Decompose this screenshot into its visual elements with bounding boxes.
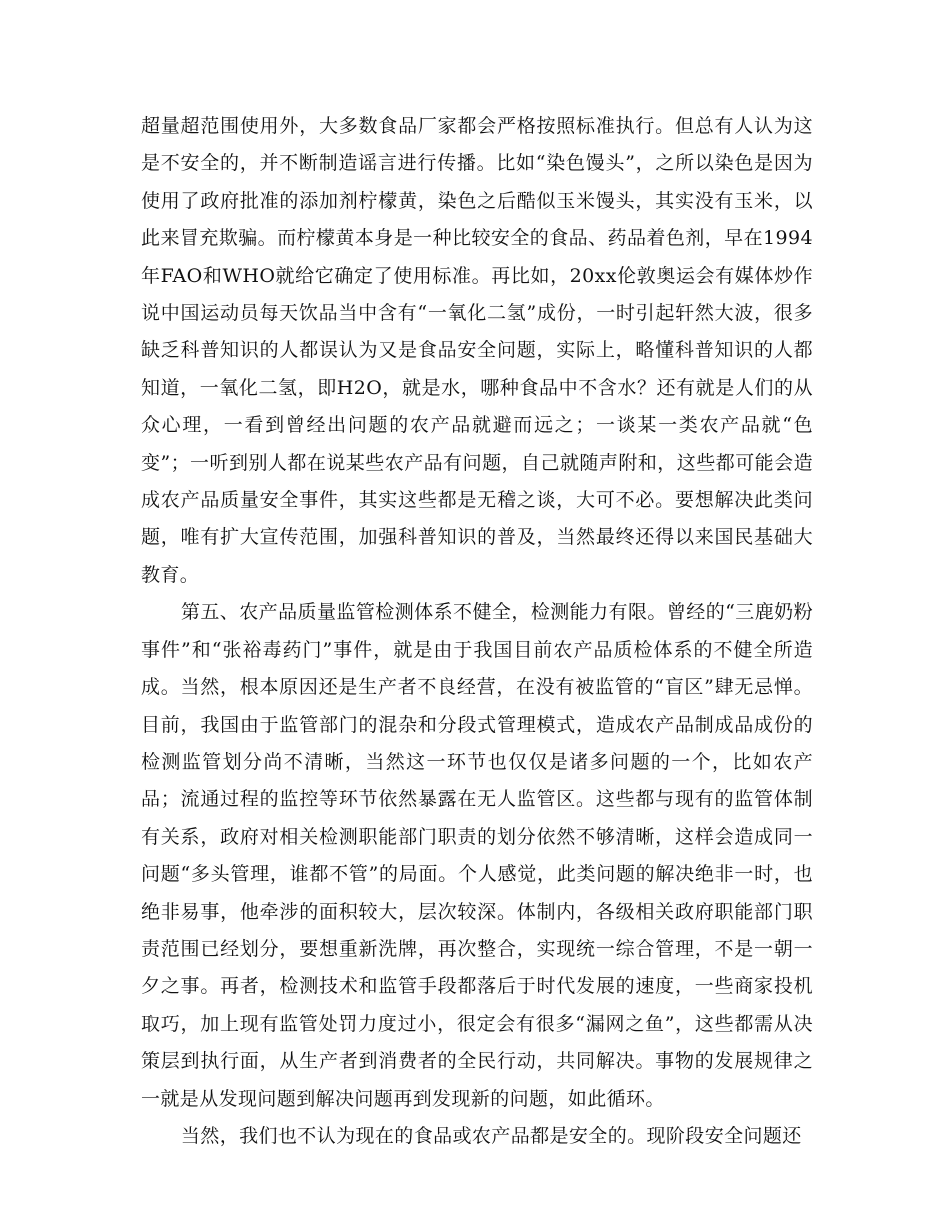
paragraph-additive-rumors: 超量超范围使用外，大多数食品厂家都会严格按照标准执行。但总有人认为这是不安全的，并不断制造谣言进行传播。比如“染色馒头”，之所以染色是因为使用了政府批准的添加剂柠檬黄，染色之后酷似玉米馒头，其实没有玉米，以此来冒充欺骗。而柠檬黄本身是一种比较安全的食品、药品着色剂，早在1994年FAO和WHO就给它确定了使用标准。再比如，20xx伦敦奥运会有媒体炒作说中国运动员每天饮品当中含有“一氧化二氢”成份，一时引起轩然大波，很多缺乏科普知识的人都误认为又是食品安全问题，实际上，略懂科普知识的人都知道，一氧化二氢，即H2O，就是水，哪种食品中不含水？还有就是人们的从众心理，一看到曾经出问题的农产品就避而远之；一谈某一类农产品就“色变”；一听到别人都在说某些农产品有问题，自己就随声附和，这些都可能会造成农产品质量安全事件，其实这些都是无稽之谈，大可不必。要想解决此类问题，唯有扩大宣传范围，加强科普知识的普及，当然最终还得以来国民基础大教育。 [141, 115, 813, 586]
paragraph-safety-issues: 当然，我们也不认为现在的食品或农产品都是安全的。现阶段安全问题还 [180, 1124, 802, 1147]
paragraph-inspection-system: 第五、农产品质量监管检测体系不健全，检测能力有限。曾经的“三鹿奶粉事件”和“张裕毒药门”事件，就是由于我国目前农产品质检体系的不健全所造成。当然，根本原因还是生产者不良经营，在没有被监管的“盲区”肆无忌惮。目前，我国由于监管部门的混杂和分段式管理模式，造成农产品制成品成份的检测监管划分尚不清晰，当然这一环节也仅仅是诸多问题的一个，比如农产品；流通过程的监控等环节依然暴露在无人监管区。这些都与现有的监管体制有关系，政府对相关检测职能部门职责的划分依然不够清晰，这样会造成同一问题“多头管理，谁都不管”的局面。个人感觉，此类问题的解决绝非一时，也绝非易事，他牵涉的面积较大，层次较深。体制内，各级相关政府职能部门职责范围已经划分，要想重新洗牌，再次整合，实现统一综合管理，不是一朝一夕之事。再者，检测技术和监管手段都落后于时代发展的速度，一些商家投机取巧，加上现有监管处罚力度过小，很定会有很多“漏网之鱼”，这些都需从决策层到执行面，从生产者到消费者的全民行动，共同解决。事物的发展规律之一就是从发现问题到解决问题再到发现新的问题，如此循环。 [141, 601, 813, 1110]
document-body [141, 108, 813, 1155]
